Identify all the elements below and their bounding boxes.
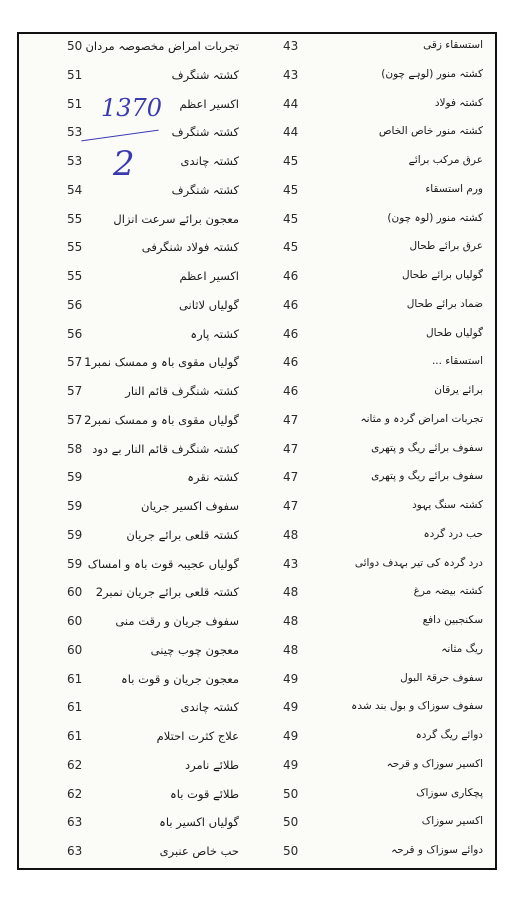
entry-title-right: سفوف سوزاک و بول بند شدہ [351,700,483,713]
page-number-left: 50 [67,39,83,53]
entry-title-left: حب خاص عنبری [159,844,239,858]
index-row [19,240,495,270]
entry-title-left: کشتہ شنگرف قائم النار [125,384,239,398]
page-number-right: 49 [283,700,299,715]
page-number-right: 48 [283,642,299,657]
entry-title-left: کشتہ چاندی [180,154,239,168]
entry-title-right: ضماد برائے طحال [406,297,483,310]
index-row [19,470,495,500]
page-number-left: 59 [67,556,83,571]
page-number-right: 47 [283,441,299,456]
page-number-right: 46 [283,355,299,370]
entry-title-right: عرق برائے طحال [409,240,483,253]
page-number-left: 56 [67,326,83,341]
entry-title-left: کشتہ شنگرف [171,125,239,140]
entry-title-right: گولیاں برائے طحال [401,269,483,281]
book-index-page [17,32,497,870]
page-number-left: 53 [67,154,83,168]
entry-title-left: کشتہ نقرہ [187,470,239,485]
page-number-left: 62 [67,786,83,801]
entry-title-right: تجربات امراض گردہ و مثانہ [360,412,483,425]
entry-title-left: معجون جریان و قوت باہ [120,671,239,686]
index-row [19,700,495,730]
entry-title-right: ریگ مثانہ [441,642,483,655]
entry-title-left: کشتہ شنگرف [171,182,239,197]
page-number-left: 55 [67,269,83,283]
entry-title-left: گولیاں لاثانی [178,297,239,312]
page-number-right: 43 [283,39,299,53]
entry-title-right: کشتہ بیضہ مرغ [413,585,483,598]
page-number-left: 51 [67,67,83,82]
page-number-left: 53 [67,125,83,140]
page-number-left: 60 [67,614,83,628]
entry-title-left: علاج کثرت احتلام [156,729,239,743]
index-row [19,39,495,69]
entry-title-left: اکسیر اعظم [179,269,239,283]
index-row [19,298,495,328]
entry-title-right: سفوف حرقۃ البول [400,671,483,684]
index-row [19,212,495,242]
entry-title-right: حب درد گردہ [423,527,483,540]
index-row [19,557,495,587]
page-number-left: 60 [67,642,83,657]
handwritten-number: 1370 [101,94,163,122]
page-number-left: 55 [67,240,83,255]
page-number-right: 50 [283,786,299,801]
page-number-right: 44 [283,96,299,111]
entry-title-left: گولیاں مقوی باہ و ممسک نمبر1 [84,355,239,370]
entry-title-left: سفوف جریان و رقت منی [115,614,239,628]
page-number-right: 50 [283,844,299,858]
page-number-right: 45 [283,211,299,226]
index-row [19,844,495,870]
page-number-left: 57 [67,355,83,370]
page-number-right: 45 [283,182,299,197]
entry-title-right: کشتہ منور خاص الخاص [378,125,483,138]
handwritten-number: 2 [113,144,135,184]
entry-title-right: دوائے ریگ گردہ [415,729,483,741]
index-row [19,672,495,702]
page-number-right: 48 [283,527,299,542]
page-number-left: 54 [67,182,83,197]
page-number-right: 44 [283,125,299,140]
entry-title-left: طلائے قوت باہ [170,786,239,801]
entry-title-left: معجون برائے سرعت انزال [113,211,239,226]
page-number-left: 60 [67,585,83,600]
page-number-right: 48 [283,585,299,600]
entry-title-right: کشتہ فولاد [434,96,483,109]
page-number-right: 47 [283,499,299,513]
page-number-right: 46 [283,326,299,341]
entry-title-left: طلائے نامرد [185,757,239,772]
entry-title-right: پچکاری سوزاک [416,786,483,799]
index-row [19,614,495,644]
entry-title-left: کشتہ شنگرف [171,67,239,82]
page-number-left: 55 [67,211,83,226]
entry-title-right: کشتہ سنگ یہود [412,499,483,511]
page-number-right: 46 [283,297,299,312]
entry-title-right: کشتہ منور (لوہ چون) [387,211,483,224]
index-row [19,355,495,385]
index-row [19,729,495,759]
index-row [19,97,495,127]
entry-title-right: سفوف برائے ریگ و پتھری [371,441,483,454]
index-row [19,585,495,615]
entry-title-left: کشتہ چاندی [180,700,239,715]
index-row [19,528,495,558]
page-number-left: 63 [67,844,83,858]
entry-title-right: سکنجبین دافع [422,614,483,626]
entry-title-right: سفوف برائے ریگ و پتھری [371,470,483,483]
index-row [19,413,495,443]
page-number-left: 62 [67,757,83,772]
page-number-right: 50 [283,815,299,830]
page-number-right: 46 [283,384,299,398]
index-row [19,787,495,817]
entry-title-right: درد گردہ کی تیر بہدف دوائی [354,556,483,569]
page-number-left: 56 [67,297,83,312]
index-row [19,643,495,673]
page-number-left: 59 [67,527,83,542]
page-number-left: 59 [67,470,83,485]
entry-title-left: سفوف اکسیر جریان [141,499,239,513]
entry-title-left: کشتہ قلعی برائے جریان [126,527,239,542]
entry-title-right: عرق مرکب برائے [408,154,483,166]
entry-title-left: گولیاں عجیبہ قوت باہ و امساک [87,556,239,571]
entry-title-left: معجون چوب چینی [150,642,239,657]
page-number-right: 47 [283,470,299,485]
entry-title-left: تجربات امراض مخصوصہ مردان [85,39,239,53]
page-number-right: 47 [283,412,299,427]
entry-title-right: اکسیر سوزاک [421,815,483,828]
entry-title-right: دوائے سوزاک و قرحہ [391,844,483,856]
page-number-left: 61 [67,671,83,686]
entry-title-left: اکسیر اعظم [179,96,239,111]
page-number-right: 49 [283,729,299,743]
index-row [19,269,495,299]
index-row [19,125,495,155]
entry-title-left: کشتہ پارہ [190,326,239,341]
page-number-right: 49 [283,757,299,772]
entry-title-left: کشتہ شنگرف قائم النار بے دود [92,441,239,456]
index-row [19,815,495,845]
page-number-right: 43 [283,556,299,571]
page-number-left: 61 [67,700,83,715]
entry-title-right: استسقاء ... [431,355,483,368]
entry-title-left: کشتہ فولاد شنگرفی [141,240,239,255]
page-number-right: 48 [283,614,299,628]
page-number-left: 58 [67,441,83,456]
page-number-left: 59 [67,499,83,513]
page-number-right: 46 [283,269,299,283]
entry-title-right: برائے یرقان [434,384,483,396]
index-row [19,442,495,472]
index-row [19,154,495,184]
page-number-right: 49 [283,671,299,686]
page-number-right: 45 [283,240,299,255]
index-row [19,327,495,357]
page-number-left: 57 [67,384,83,398]
page-number-left: 61 [67,729,83,743]
index-row [19,68,495,98]
entry-title-right: استسقاء زقی [423,39,483,51]
index-row [19,758,495,788]
page-number-right: 45 [283,154,299,168]
entry-title-right: ورم استسقاء [425,182,483,195]
entry-title-left: گولیاں مقوی باہ و ممسک نمبر2 [84,412,239,427]
entry-title-left: کشتہ قلعی برائے جریان نمبر2 [95,585,239,600]
index-row [19,384,495,414]
index-row [19,499,495,529]
entry-title-right: کشتہ منور (لوہے چون) [381,67,483,80]
page-number-left: 51 [67,96,83,111]
page-number-right: 43 [283,67,299,82]
entry-title-left: گولیاں اکسیر باہ [159,815,239,830]
index-row [19,183,495,213]
page-number-left: 63 [67,815,83,830]
entry-title-right: اکسیر سوزاک و قرحہ [386,757,483,770]
entry-title-right: گولیاں طحال [425,326,483,339]
page-number-left: 57 [67,412,83,427]
